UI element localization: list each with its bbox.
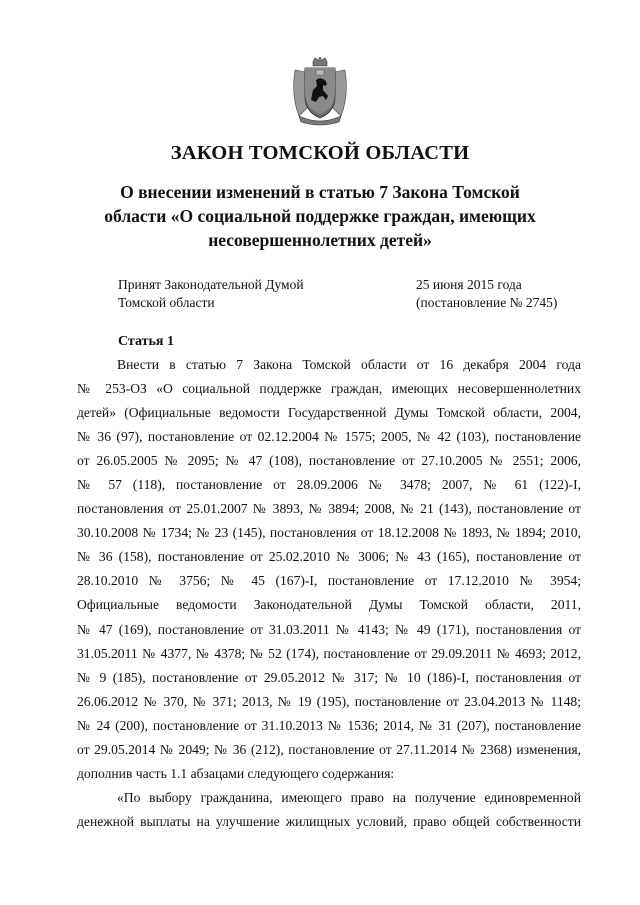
coat-of-arms-icon: [289, 56, 351, 126]
body-line: Внести в статью 7 Закона Томской области от 16 декабря 2004 года: [117, 357, 581, 372]
body-line: № 24 (200), постановление от 31.10.2013 № 1536; 2014, № 31 (207), постановление: [77, 717, 581, 733]
body-line: от 29.05.2014 № 2049; № 36 (212), постановление от 27.11.2014 № 2368) изменения,: [77, 741, 581, 757]
body-line: от 26.05.2005 № 2095; № 47 (108), постановление от 27.10.2005 № 2551; 2006,: [77, 453, 581, 469]
body-line: детей» (Официальные ведомости Государственной Думы Томской области, 2004,: [77, 405, 581, 421]
article-heading: Статья 1: [118, 334, 174, 349]
body-line: № 253-ОЗ «О социальной поддержке граждан, имеющих несовершеннолетних: [77, 381, 581, 397]
body-line: № 57 (118), постановление от 28.09.2006 № 3478; 2007, № 61 (122)-I,: [77, 477, 581, 493]
body-line: 26.06.2012 № 370, № 371; 2013, № 19 (195), постановление от 23.04.2013 № 1148;: [77, 693, 581, 709]
adopted-by-line: Томской области: [118, 295, 215, 310]
body-line: постановления от 25.01.2007 № 3893, № 3894; 2008, № 21 (143), постановление от: [77, 501, 581, 517]
body-line: № 47 (169), постановление от 31.03.2011 № 4143; № 49 (171), постановления от: [77, 621, 581, 637]
resolution-number: (постановление № 2745): [416, 295, 558, 310]
body-line: № 9 (185), постановление от 29.05.2012 № 317; № 10 (186)-I, постановления от: [77, 669, 581, 685]
adopted-by-line: Принят Законодательной Думой: [118, 277, 304, 292]
body-line: № 36 (97), постановление от 02.12.2004 № 1575; 2005, № 42 (103), постановление: [77, 429, 581, 445]
law-subtitle: [60, 180, 580, 252]
body-line: № 36 (158), постановление от 25.02.2010 № 3006; № 43 (165), постановление от: [77, 549, 581, 565]
article-body: [77, 353, 581, 834]
subtitle-line: области «О социальной поддержке граждан, имеющих: [104, 206, 536, 226]
body-line: Официальные ведомости Законодательной Думы Томской области, 2011,: [77, 597, 581, 613]
subtitle-line: несовершеннолетних детей»: [208, 230, 432, 250]
body-line: дополнив часть 1.1 абзацами следующего содержания:: [77, 765, 395, 781]
body-line: 28.10.2010 № 3756; № 45 (167)-I, постановление от 17.12.2010 № 3954;: [77, 573, 581, 589]
body-line: 30.10.2008 № 1734; № 23 (145), постановления от 18.12.2008 № 1893, № 1894; 2010,: [77, 525, 581, 541]
subtitle-line: О внесении изменений в статью 7 Закона Томской: [120, 182, 520, 202]
quote-line: «По выбору гражданина, имеющего право на получение единовременной: [117, 789, 581, 805]
adopted-date: [416, 276, 557, 312]
quote-line: денежной выплаты на улучшение жилищных условий, право общей собственности: [77, 813, 581, 829]
body-line: 31.05.2011 № 4377, № 4378; № 52 (174), постановление от 29.09.2011 № 4693; 2012,: [77, 645, 581, 661]
adopted-by: [118, 276, 304, 312]
law-title: ЗАКОН ТОМСКОЙ ОБЛАСТИ: [170, 142, 470, 164]
adopted-date-line: 25 июня 2015 года: [416, 277, 522, 292]
